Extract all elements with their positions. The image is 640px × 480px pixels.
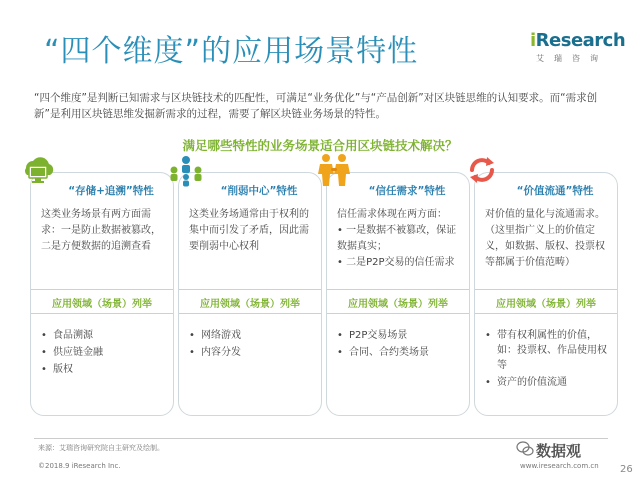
card-subheading: 应用领域（场景）列举 [200,299,300,310]
wechat-icon [516,440,534,458]
card-description: 这类业务场通常由于权利的集中而引发了矛盾，因此需要削弱中心权利 [189,209,309,252]
scenario-list [485,328,611,392]
logo-subtitle: 艾瑞咨询 [536,54,608,63]
source-note: 来源：艾瑞咨询研究院自主研究及绘制。 [38,444,164,452]
footer-divider [34,438,608,439]
card-title: “信任需求”特性 [368,185,446,197]
watermark-text: 数据观 [536,442,582,460]
card-description: 信任需求体现在两方面： • 一是数据不被篡改，保证数据真实； • 二是P2P交易的信任需求 [337,209,457,268]
card-subheading: 应用领域（场景）列举 [496,299,596,310]
card-value-circulation [474,172,618,416]
divider [327,313,469,314]
card-description: 对价值的量化与流通需求。（这里指广义上的价值定义，如数据、版权、投票权等都属于价值范畴） [485,209,605,268]
page-title: “四个维度”的应用场景特性 [44,34,419,69]
logo-brand-i: i [530,30,536,51]
card-title: “价值流通”特性 [516,185,594,197]
circular-arrows-icon [462,152,502,188]
card-storage-traceability [30,172,174,416]
list-item: • 带有权利属性的价值，如：投票权、作品使用权等 [485,328,611,373]
list-item: • 合同、合约类场景 [337,345,463,360]
card-title: “存储+追溯”特性 [68,185,154,197]
divider [31,313,173,314]
card-title: “削弱中心”特性 [220,185,298,197]
list-item: • 供应链金融 [41,345,167,360]
list-item: • 内容分发 [189,345,315,360]
divider [179,313,321,314]
list-item: • 食品溯源 [41,328,167,343]
cloud-monitor-icon [18,152,58,188]
page-number: 26 [620,464,633,475]
card-trust-demand [326,172,470,416]
copyright-text: ©2018.9 iResearch Inc. [38,462,121,470]
card-weaken-center [178,172,322,416]
list-item: • 资产的价值流通 [485,375,611,390]
logo-brand-text: Research [535,30,626,51]
website-url: www.iresearch.com.cn [520,462,599,470]
scenario-list [337,328,463,362]
list-item: • 网络游戏 [189,328,315,343]
card-subheading: 应用领域（场景）列举 [348,299,448,310]
people-network-icon [166,152,206,188]
divider [327,289,469,290]
list-item: • P2P交易场景 [337,328,463,343]
card-description: 这类业务场景有两方面需求：一是防止数据被篡改，二是方便数据的追溯查看 [41,209,161,252]
divider [475,313,617,314]
divider [179,289,321,290]
intro-paragraph: “四个维度”是判断已知需求与区块链技术的匹配性，可满足“业务优化”与“产品创新”对区块链思维的认知要求。而“需求创新”是利用区块链思维发掘新需求的过程，需要了解区块链业务场景的特性。 [34,92,598,120]
handshake-people-icon [314,152,354,188]
scenario-list [189,328,315,362]
list-item: • 版权 [41,362,167,377]
iresearch-logo [530,30,626,70]
section-question: 满足哪些特性的业务场景适合用区块链技术解决？ [182,138,458,153]
scenario-list [41,328,167,379]
card-subheading: 应用领域（场景）列举 [52,299,152,310]
divider [31,289,173,290]
divider [475,289,617,290]
